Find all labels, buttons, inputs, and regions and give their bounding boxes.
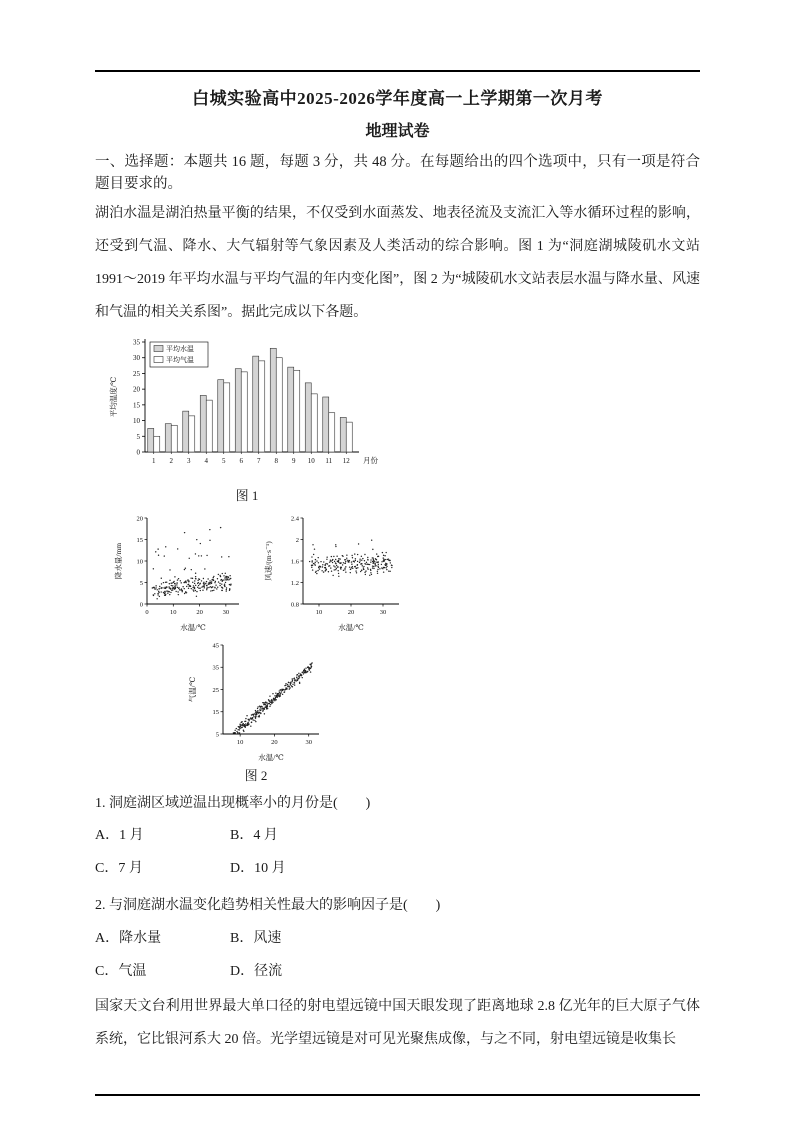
exam-title: 白城实验高中2025-2026学年度高一上学期第一次月考	[192, 89, 603, 108]
scatter-precipitation-vs-water-temp	[113, 512, 245, 634]
svg-text:20: 20	[347, 608, 355, 616]
svg-text:1: 1	[152, 456, 156, 465]
svg-text:平均气温: 平均气温	[166, 355, 194, 364]
question-1-text: 1. 洞庭湖区域逆温出现概率小的月份是( )	[95, 795, 371, 811]
svg-text:30: 30	[305, 738, 312, 746]
svg-text:10: 10	[307, 456, 315, 465]
svg-text:15: 15	[212, 708, 219, 716]
question-2-option-b: B．风速	[230, 931, 282, 947]
svg-text:20: 20	[136, 514, 143, 522]
svg-text:水温/℃: 水温/℃	[180, 622, 206, 632]
svg-text:水温/℃: 水温/℃	[338, 622, 364, 632]
svg-text:0: 0	[145, 608, 149, 616]
svg-text:45: 45	[212, 641, 219, 649]
svg-text:风速/(m·s⁻¹): 风速/(m·s⁻¹)	[264, 540, 273, 581]
svg-text:30: 30	[133, 353, 140, 362]
question-2	[95, 890, 700, 989]
question-1-option-d: D．10 月	[230, 861, 286, 877]
svg-text:1.6: 1.6	[290, 557, 299, 565]
question-1	[95, 788, 700, 887]
svg-text:平均水温: 平均水温	[166, 344, 194, 353]
scatter-air-temp-vs-water-temp	[187, 640, 325, 764]
svg-text:0: 0	[136, 448, 140, 456]
svg-text:7: 7	[257, 456, 261, 465]
svg-text:11: 11	[325, 456, 333, 465]
svg-text:5: 5	[222, 456, 226, 465]
exam-content	[95, 70, 700, 1057]
svg-text:8: 8	[274, 456, 278, 465]
question-1-option-b: B．4 月	[230, 828, 278, 844]
figure-2-caption: 图 2	[244, 767, 268, 783]
svg-text:10: 10	[315, 608, 323, 616]
svg-text:9: 9	[292, 456, 296, 465]
svg-text:2: 2	[169, 456, 173, 465]
question-2-option-a: A．降水量	[95, 931, 162, 947]
question-2-options	[95, 923, 415, 989]
svg-text:10: 10	[170, 608, 177, 616]
svg-text:10: 10	[133, 416, 140, 425]
bar-chart-monthly-water-air-temp	[107, 334, 387, 484]
svg-text:2.4: 2.4	[290, 514, 299, 522]
passage-radio-telescope: 国家天文台利用世界最大单口径的射电望远镜中国天眼发现了距离地球 2.8 亿光年的巨大原子气体系统，它比银河系大 20 倍。光学望远镜是对可见光聚焦成像，与之不同，射电望远镜是收集长	[95, 998, 700, 1047]
svg-text:35: 35	[212, 664, 219, 672]
svg-text:10: 10	[136, 557, 143, 565]
svg-text:35: 35	[133, 338, 140, 346]
svg-text:25: 25	[212, 686, 219, 694]
svg-text:6: 6	[239, 456, 243, 465]
question-1-option-c: C．7 月	[95, 861, 143, 877]
exam-subtitle: 地理试卷	[365, 123, 430, 140]
svg-text:0.8: 0.8	[290, 600, 299, 608]
svg-text:30: 30	[222, 608, 230, 616]
svg-text:降水量/mm: 降水量/mm	[114, 542, 123, 579]
svg-text:12: 12	[342, 456, 350, 465]
figure-2-top-row	[113, 512, 700, 634]
svg-text:1.2: 1.2	[290, 579, 299, 587]
passage-lake-temperature: 湖泊水温是湖泊热量平衡的结果，不仅受到水面蒸发、地表径流及支流汇入等水循环过程的影响，还受到气温、降水、大气辐射等气象因素及人类活动的综合影响。图 1 为“洞庭湖城陵矶水文站 1991～2019 年平均水温与平均气温的年内变化图”，图 2 为“城陵矶水文站表层水温与降水量、风速和气温的相关关系图”。据此完成以下各题。	[95, 205, 700, 320]
question-1-option-a: A．1 月	[95, 828, 144, 844]
question-1-options	[95, 820, 415, 886]
svg-text:0: 0	[139, 600, 143, 608]
svg-text:平均温度/℃: 平均温度/℃	[109, 376, 118, 417]
svg-text:25: 25	[133, 369, 140, 378]
svg-text:20: 20	[133, 385, 140, 394]
svg-text:3: 3	[187, 456, 191, 465]
top-rule	[95, 70, 700, 72]
svg-text:5: 5	[136, 432, 140, 441]
svg-text:4: 4	[204, 456, 208, 465]
bottom-rule	[95, 1094, 700, 1096]
svg-text:15: 15	[136, 536, 143, 544]
svg-text:5: 5	[139, 579, 143, 587]
svg-text:30: 30	[379, 608, 387, 616]
scatter-wind-speed-vs-water-temp	[263, 512, 405, 634]
svg-text:20: 20	[271, 738, 278, 746]
svg-text:10: 10	[236, 738, 244, 746]
section-instructions: 一、选择题：本题共 16 题，每题 3 分，共 48 分。在每题给出的四个选项中，只有一项是符合题目要求的。	[95, 154, 700, 193]
svg-text:2: 2	[295, 536, 299, 544]
svg-text:20: 20	[196, 608, 203, 616]
svg-text:15: 15	[133, 400, 140, 409]
figure-2-bottom	[187, 640, 327, 784]
svg-text:水温/℃: 水温/℃	[258, 752, 284, 762]
svg-text:气温/℃: 气温/℃	[188, 676, 197, 702]
question-2-text: 2. 与洞庭湖水温变化趋势相关性最大的影响因子是( )	[95, 898, 441, 914]
svg-text:月份: 月份	[363, 455, 378, 465]
figure-1	[107, 334, 387, 504]
question-2-option-c: C．气温	[95, 963, 147, 979]
question-2-option-d: D．径流	[230, 963, 283, 979]
svg-text:5: 5	[215, 730, 219, 738]
figure-1-caption: 图 1	[235, 487, 259, 503]
